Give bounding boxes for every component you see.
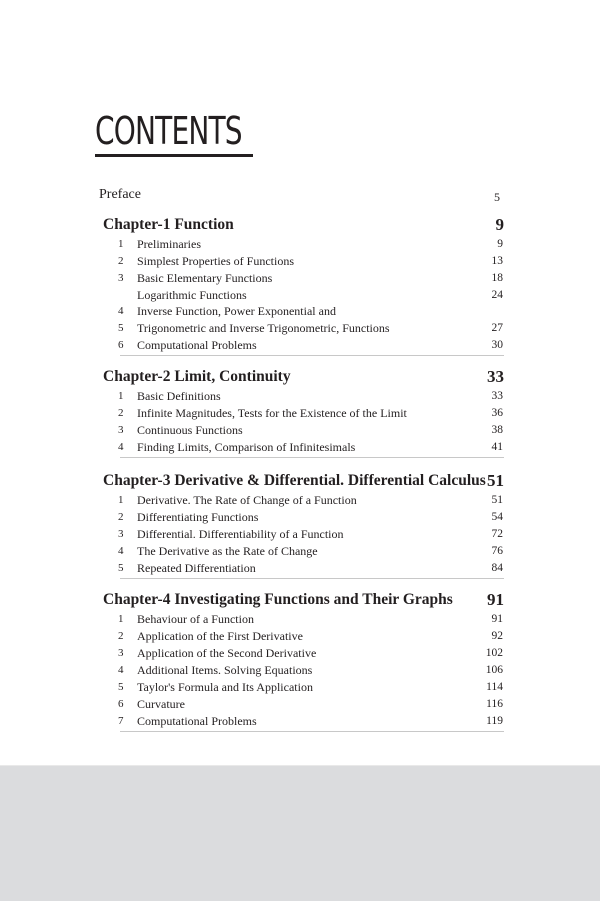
section-number: 1 <box>118 238 124 250</box>
section-number: 4 <box>118 305 124 317</box>
section-number: 4 <box>118 441 124 453</box>
section-page: 76 <box>491 545 503 557</box>
chapter-divider <box>120 457 504 458</box>
preface-label: Preface <box>99 187 141 202</box>
section-page: 91 <box>491 613 503 625</box>
section-title: Preliminaries <box>137 237 201 251</box>
section-title: Taylor's Formula and Its Application <box>137 680 313 694</box>
section-number: 3 <box>118 647 124 659</box>
section-title: Behaviour of a Function <box>137 612 254 626</box>
section-number: 7 <box>118 715 124 727</box>
section-title: Derivative. The Rate of Change of a Function <box>137 493 357 507</box>
section-page: 9 <box>497 238 503 250</box>
background-area <box>0 765 600 901</box>
preface-page: 5 <box>494 190 500 204</box>
section-number: 1 <box>118 613 124 625</box>
section-page: 119 <box>486 715 503 727</box>
chapter-page: 33 <box>487 367 504 386</box>
chapter-title: Chapter-1 Function <box>103 216 234 233</box>
section-page: 36 <box>491 407 503 419</box>
section-title: Basic Elementary Functions <box>137 271 273 285</box>
section-title: Differentiating Functions <box>137 510 259 524</box>
section-page: 102 <box>485 647 503 659</box>
section-page: 84 <box>491 562 503 574</box>
section-page: 24 <box>491 289 503 301</box>
section-number: 3 <box>118 272 124 284</box>
chapter-page: 51 <box>487 471 504 490</box>
chapter-divider <box>120 578 504 579</box>
section-page: 114 <box>486 681 503 693</box>
section-title: Infinite Magnitudes, Tests for the Existence of the Limit <box>137 406 407 420</box>
section-number: 5 <box>118 322 124 334</box>
section-number: 3 <box>118 424 124 436</box>
chapter-title: Chapter-3 Derivative & Differential. Differential Calculus <box>103 472 486 489</box>
section-title: Application of the First Derivative <box>137 629 303 643</box>
section-page: 54 <box>491 511 503 523</box>
section-title: Repeated Differentiation <box>137 561 256 575</box>
section-title: Additional Items. Solving Equations <box>137 663 313 677</box>
section-title-continued: Logarithmic Functions <box>137 288 247 302</box>
chapter-title: Chapter-2 Limit, Continuity <box>103 368 291 385</box>
section-page: 38 <box>491 424 503 436</box>
section-page: 13 <box>491 255 503 267</box>
section-title: Inverse Function, Power Exponential and <box>137 304 336 318</box>
section-title: Basic Definitions <box>137 389 221 403</box>
heading-underline <box>95 154 253 157</box>
section-title: Application of the Second Derivative <box>137 646 317 660</box>
section-number: 1 <box>118 390 124 402</box>
section-page: 33 <box>491 390 503 402</box>
chapter-divider <box>120 731 504 732</box>
section-page: 116 <box>486 698 503 710</box>
section-number: 5 <box>118 681 124 693</box>
section-title: Trigonometric and Inverse Trigonometric, Functions <box>137 321 390 335</box>
section-number: 6 <box>118 339 124 351</box>
section-title: Continuous Functions <box>137 423 243 437</box>
section-number: 2 <box>118 255 124 267</box>
section-number: 2 <box>118 407 124 419</box>
section-page: 92 <box>491 630 503 642</box>
section-number: 2 <box>118 630 124 642</box>
chapter-title: Chapter-4 Investigating Functions and Their Graphs <box>103 591 453 608</box>
contents-heading: CONTENTS <box>95 109 242 153</box>
section-page: 27 <box>491 322 503 334</box>
section-title: Computational Problems <box>137 714 257 728</box>
section-title: Finding Limits, Comparison of Infinitesimals <box>137 440 356 454</box>
section-title: Curvature <box>137 697 185 711</box>
section-number: 2 <box>118 511 124 523</box>
section-page: 106 <box>485 664 503 676</box>
section-title: Simplest Properties of Functions <box>137 254 294 268</box>
section-number: 4 <box>118 664 124 676</box>
section-number: 1 <box>118 494 124 506</box>
section-title: Computational Problems <box>137 338 257 352</box>
section-number: 6 <box>118 698 124 710</box>
section-title: Differential. Differentiability of a Function <box>137 527 344 541</box>
section-page: 30 <box>491 339 503 351</box>
section-number: 3 <box>118 528 124 540</box>
section-page: 41 <box>491 441 503 453</box>
section-number: 4 <box>118 545 124 557</box>
section-title: The Derivative as the Rate of Change <box>137 544 318 558</box>
chapter-page: 9 <box>495 215 504 234</box>
section-page: 51 <box>491 494 503 506</box>
section-number: 5 <box>118 562 124 574</box>
chapter-page: 91 <box>487 590 504 609</box>
section-page: 18 <box>491 272 503 284</box>
section-page: 72 <box>491 528 503 540</box>
chapter-divider <box>120 355 504 356</box>
